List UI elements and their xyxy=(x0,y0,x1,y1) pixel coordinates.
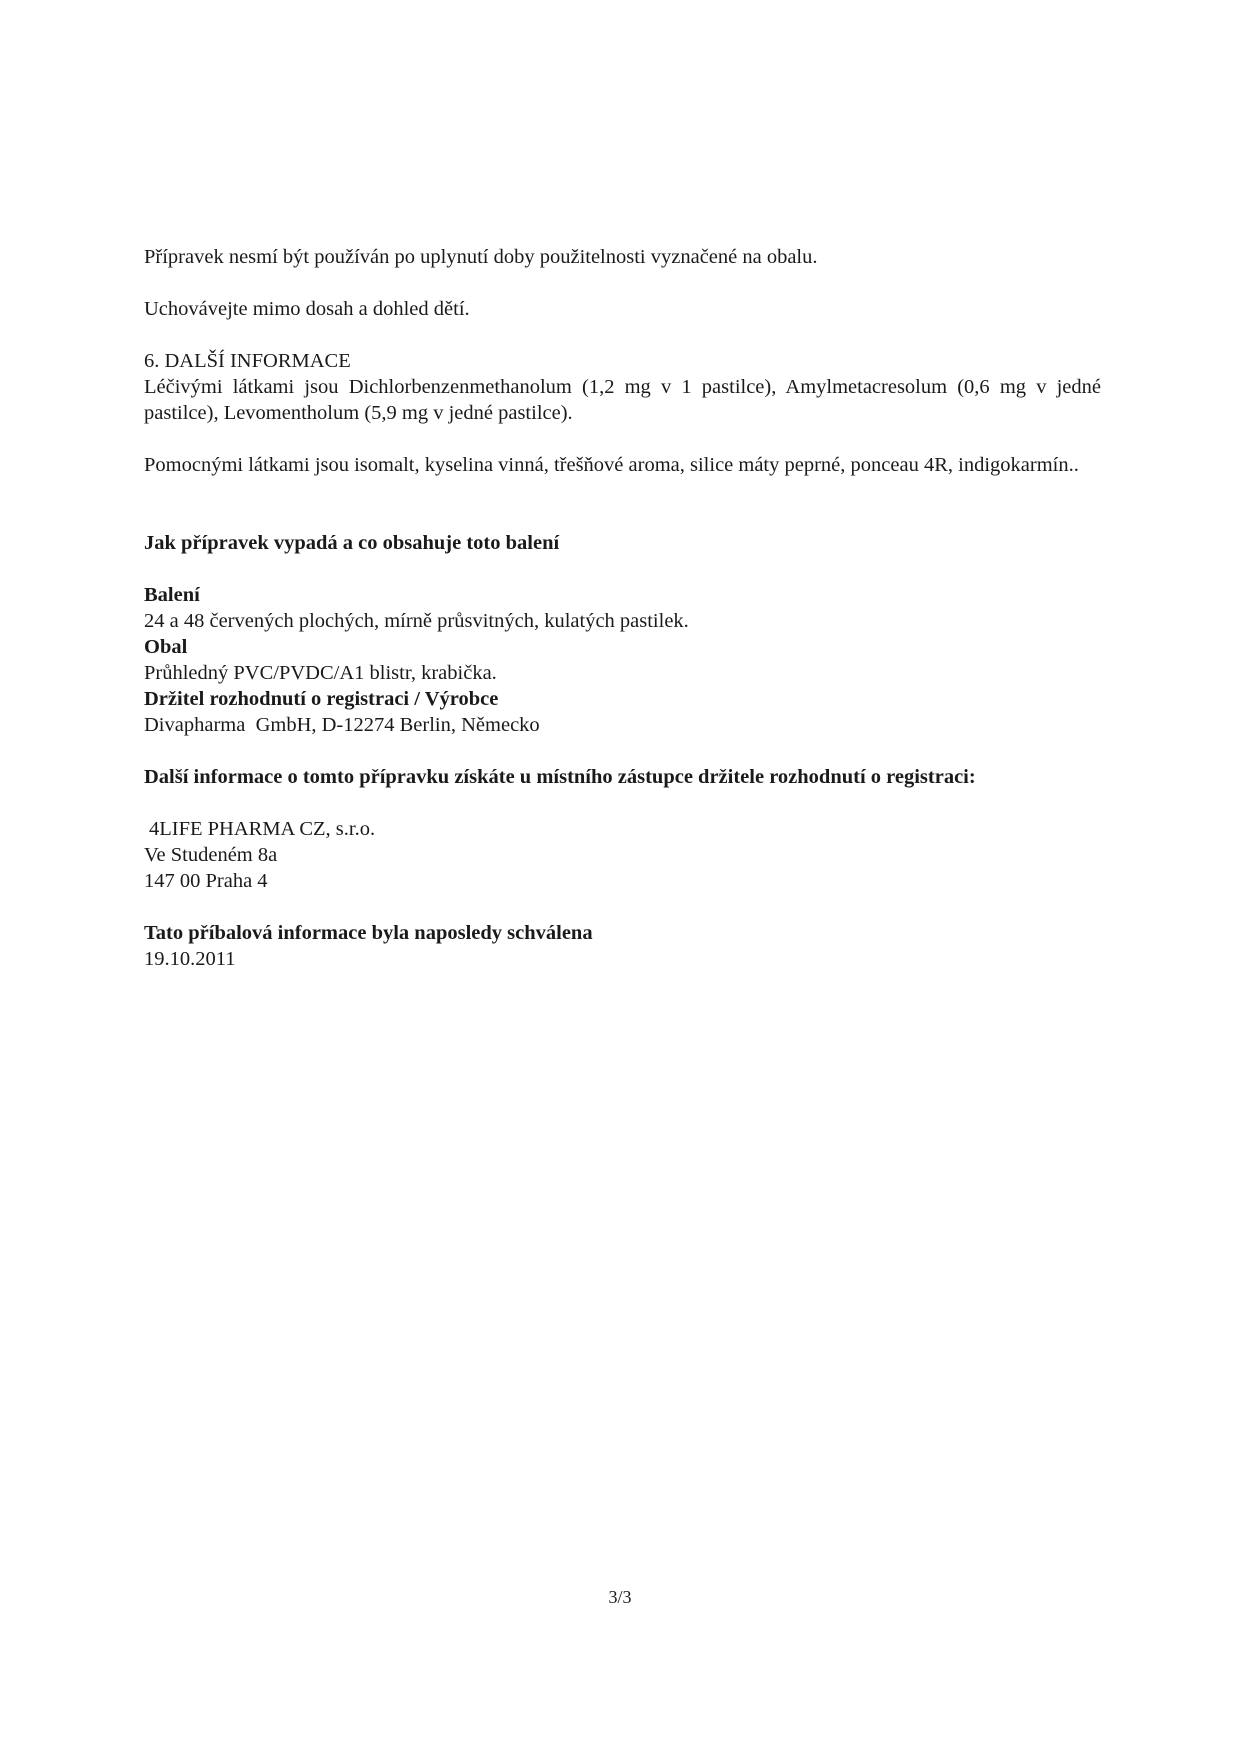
local-rep-heading: Další informace o tomto přípravku získáte u místního zástupce držitele rozhodnutí o registraci: xyxy=(144,766,976,788)
excipients-text: Pomocnými látkami jsou isomalt, kyselina vinná, třešňové aroma, silice máty peprné, ponceau 4R, indigokarmín.. xyxy=(144,454,1079,476)
page-content xyxy=(144,244,1101,972)
spacer xyxy=(144,894,1101,920)
holder-heading: Držitel rozhodnutí o registraci / Výrobce xyxy=(144,688,499,710)
appearance-heading: Jak přípravek vypadá a co obsahuje toto balení xyxy=(144,532,560,554)
spacer xyxy=(144,790,1101,816)
active-substances-text: Léčivými látkami jsou Dichlorbenzenmethanolum (1,2 mg v 1 pastilce), Amylmetacresolum (0,6 mg v jedné pastilce), Levomentholum (5,9 mg v jedné pastilce). xyxy=(144,376,1101,424)
section-6-heading: 6. DALŠÍ INFORMACE xyxy=(144,350,351,372)
spacer xyxy=(144,738,1101,764)
local-rep-name: 4LIFE PHARMA CZ, s.r.o. xyxy=(149,818,376,840)
container-heading: Obal xyxy=(144,636,188,658)
spacer xyxy=(144,556,1101,582)
spacer xyxy=(144,478,1101,530)
spacer xyxy=(144,270,1101,296)
children-note: Uchovávejte mimo dosah a dohled dětí. xyxy=(144,298,470,320)
pack-heading: Balení xyxy=(144,584,200,606)
spacer xyxy=(144,426,1101,452)
approval-heading: Tato příbalová informace byla naposledy schválena xyxy=(144,922,593,944)
spacer xyxy=(144,322,1101,348)
expiry-note: Přípravek nesmí být používán po uplynutí doby použitelnosti vyznačené na obalu. xyxy=(144,246,818,268)
local-rep-street: Ve Studeném 8a xyxy=(144,844,278,866)
page-number: 3/3 xyxy=(608,1587,632,1607)
pack-text: 24 a 48 červených plochých, mírně průsvitných, kulatých pastilek. xyxy=(144,610,689,632)
container-text: Průhledný PVC/PVDC/A1 blistr, krabička. xyxy=(144,662,497,684)
holder-text: Divapharma GmbH, D-12274 Berlin, Německo xyxy=(144,714,540,736)
local-rep-city: 147 00 Praha 4 xyxy=(144,870,268,892)
approval-date: 19.10.2011 xyxy=(144,948,236,970)
